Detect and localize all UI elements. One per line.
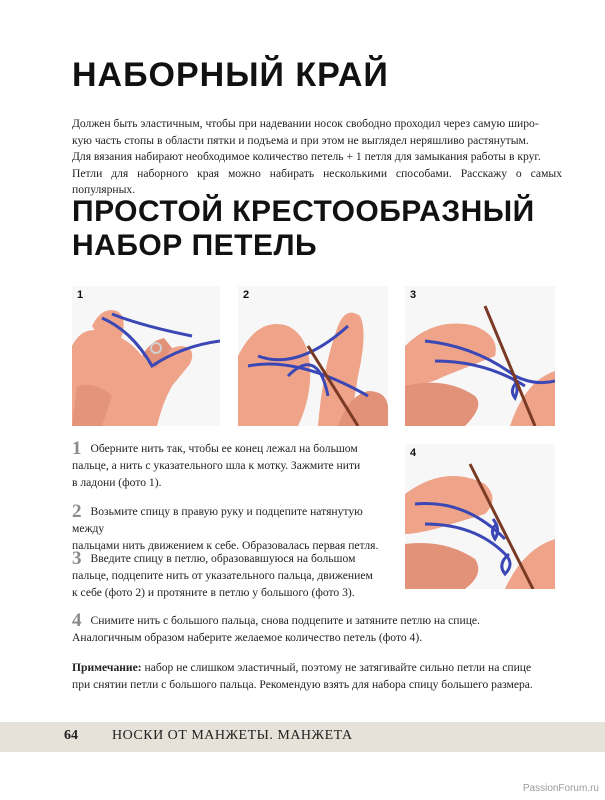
photo-number: 2 (243, 289, 250, 301)
intro-paragraph (72, 116, 562, 199)
step-text: Возьмите спицу в правую руку и подцепите натянутую между (72, 505, 363, 535)
intro-line: Петли для наборного края можно набирать несколькими способами. Расскажу о самых популярных. (72, 166, 562, 196)
watermark: PassionForum.ru (522, 783, 599, 794)
section-title-line: НАБОР ПЕТЕЛЬ (72, 229, 318, 262)
step-number: 3 (72, 548, 82, 569)
photo-number: 3 (410, 289, 417, 301)
intro-line: Должен быть эластичным, чтобы при надевании носок свободно проходил через самую широ- (72, 117, 539, 130)
section-title-line: ПРОСТОЙ КРЕСТООБРАЗНЫЙ (72, 195, 535, 228)
hand-yarn-illustration (72, 286, 220, 426)
hand-yarn-illustration (238, 286, 388, 426)
step-text: Оберните нить так, чтобы ее конец лежал на большом (90, 442, 358, 455)
page-footer (0, 722, 605, 752)
step-text: Аналогичным образом наберите желаемое количество петель (фото 4). (72, 631, 423, 644)
page-title: НАБОРНЫЙ КРАЙ (72, 56, 389, 94)
photo-number: 4 (410, 447, 417, 459)
hand-yarn-illustration (405, 286, 555, 426)
note-text: набор не слишком эластичный, поэтому не затягивайте сильно петли на спице (141, 661, 532, 674)
step-text: пальце, а нить с указательного шла к мотку. Зажмите нити (72, 459, 361, 472)
note-label: Примечание: (72, 661, 142, 674)
intro-line: кую часть стопы в области пятки и подъема и при этом не выглядел неряшливо растянутым. (72, 133, 529, 147)
photo-2 (238, 286, 388, 426)
page-number: 64 (64, 728, 78, 743)
photo-1 (72, 286, 220, 426)
step-3 (72, 550, 392, 601)
intro-line: Для вязания набирают необходимое количество петель + 1 петля для замыкания работы в круг. (72, 150, 541, 163)
note-text: при снятии петли с большого пальца. Рекомендую взять для набора спицу большего размера. (72, 678, 533, 691)
step-number: 1 (72, 438, 82, 459)
step-text: пальце, подцепите нить от указательного пальца, движением (72, 569, 373, 582)
section-title (72, 195, 535, 263)
step-2 (72, 503, 392, 554)
running-footer-title: НОСКИ ОТ МАНЖЕТЫ. МАНЖЕТА (112, 728, 353, 743)
step-4 (72, 612, 564, 646)
photo-4 (405, 444, 555, 589)
step-number: 2 (72, 501, 82, 522)
step-number: 4 (72, 610, 82, 631)
step-text: Введите спицу в петлю, образовавшуюся на большом (90, 552, 356, 565)
step-text: Снимите нить с большого пальца, снова подцепите и затяните петлю на спице. (90, 614, 480, 627)
step-text: пальцами нить движением к себе. Образовалась первая петля. (72, 539, 379, 552)
hand-yarn-illustration (405, 444, 555, 589)
photo-number: 1 (77, 289, 84, 301)
step-1 (72, 440, 392, 491)
step-text: к себе (фото 2) и протяните в петлю у большого (фото 3). (72, 586, 355, 599)
photo-3 (405, 286, 555, 426)
step-text: в ладони (фото 1). (72, 476, 162, 489)
note-paragraph (72, 659, 564, 693)
